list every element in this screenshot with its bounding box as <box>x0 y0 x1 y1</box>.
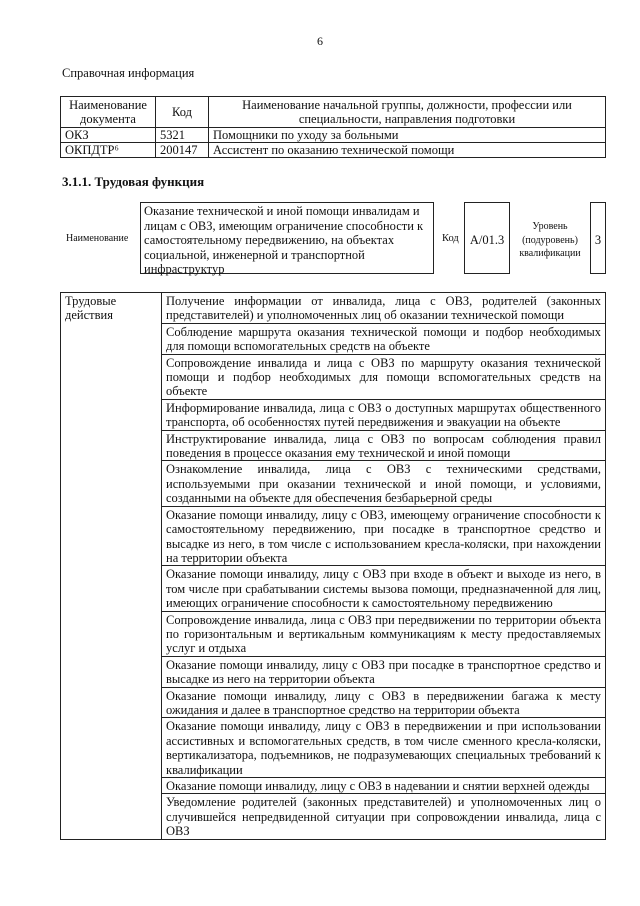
section-title: 3.1.1. Трудовая функция <box>62 174 205 189</box>
page-number: 6 <box>317 34 323 48</box>
qualification-level: 3 <box>590 202 606 274</box>
labor-action-item: Сопровождение инвалида, лица с ОВЗ при передвижении по территории объекта по горизонтальным и вертикальным коммуникациям к месту предоставляемых услуг и отдыха <box>162 611 606 656</box>
header-group-name: Наименование начальной группы, должности, профессии или специальности, направления подготовки <box>209 97 606 128</box>
qualification-level-label: Уровень (подуровень) квалификации <box>519 221 581 259</box>
reference-cell-document: ОКЗ <box>61 128 156 143</box>
labor-action-item: Оказание помощи инвалиду, лицу с ОВЗ при посадке в транспортное средство и высадке из него на территории объекта <box>162 656 606 687</box>
labor-action-item: Оказание помощи инвалиду, лицу с ОВЗ, имеющему ограничение способности к самостоятельному передвижению, при посадке в транспортное средство и высадке из него, в том числе с использованием кресла-коляски, при нахождении на территории объекта <box>162 506 606 566</box>
labor-actions-label: Трудовые действия <box>61 293 162 840</box>
labor-action-item: Оказание помощи инвалиду, лицу с ОВЗ в надевании и снятии верхней одежды <box>162 778 606 794</box>
reference-cell-document: ОКПДТР⁶ <box>61 143 156 158</box>
reference-title: Справочная информация <box>62 66 195 80</box>
labor-actions-table <box>60 292 606 840</box>
reference-table <box>60 96 606 158</box>
header-document: Наименование документа <box>61 97 156 128</box>
function-code-label: Код <box>442 233 459 244</box>
function-name-label: Наименование <box>66 233 129 244</box>
function-name: Оказание технической и иной помощи инвалидам и лицам с ОВЗ, имеющим ограничение способности к самостоятельному передвижению, на объектах социальной, инженерной и транспортной инфраструктур <box>140 202 434 274</box>
labor-action-item: Оказание помощи инвалиду, лицу с ОВЗ при входе в объект и выходе из него, в том числе при срабатывании системы вызова помощи, предназначенной для лиц, имеющих ограничение способности к самостоятельному передвижению <box>162 566 606 611</box>
reference-cell-code: 5321 <box>156 128 209 143</box>
labor-action-item: Информирование инвалида, лица с ОВЗ о доступных маршрутах общественного транспорта, об особенностях путей передвижения и эвакуации на объекте <box>162 399 606 430</box>
labor-action-item: Уведомление родителей (законных представителей) и уполномоченных лиц о случившейся непредвиденной ситуации при сопровождении инвалида, лица с ОВЗ <box>162 794 606 839</box>
header-code: Код <box>156 97 209 128</box>
labor-action-item: Оказание помощи инвалиду, лицу с ОВЗ в передвижении багажа к месту ожидания и далее в транспортное средство на территории объекта <box>162 687 606 718</box>
reference-header-row <box>61 97 606 128</box>
function-code: A/01.3 <box>464 202 510 274</box>
labor-action-row <box>61 293 606 324</box>
reference-cell-name: Ассистент по оказанию технической помощи <box>209 143 606 158</box>
labor-action-item: Ознакомление инвалида, лица с ОВЗ с техническими средствами, используемыми при оказании технической и иной помощи, и условиями, созданными на объекте для обеспечения безбарьерной среды <box>162 461 606 506</box>
reference-cell-name: Помощники по уходу за больными <box>209 128 606 143</box>
labor-action-item: Соблюдение маршрута оказания технической помощи и подбор необходимых для помощи вспомогательных средств на объекте <box>162 323 606 354</box>
labor-action-item: Оказание помощи инвалиду, лицу с ОВЗ в передвижении и при использовании ассистивных и вспомогательных средств, в том числе сменного кресла-коляски, вертикализатора, подъемников, не подразумевающих специальных требований к квалификации <box>162 718 606 778</box>
reference-row <box>61 143 606 158</box>
labor-action-item: Получение информации от инвалида, лица с ОВЗ, родителей (законных представителей) и уполномоченных лиц об оказании технической помощи <box>162 293 606 324</box>
labor-action-item: Сопровождение инвалида и лица с ОВЗ по маршруту оказания технической помощи и подбор необходимых для помощи вспомогательных средств на объекте <box>162 354 606 399</box>
labor-action-item: Инструктирование инвалида, лица с ОВЗ по вопросам соблюдения правил поведения в процессе оказания ему технической и иной помощи <box>162 430 606 461</box>
reference-row <box>61 128 606 143</box>
reference-cell-code: 200147 <box>156 143 209 158</box>
